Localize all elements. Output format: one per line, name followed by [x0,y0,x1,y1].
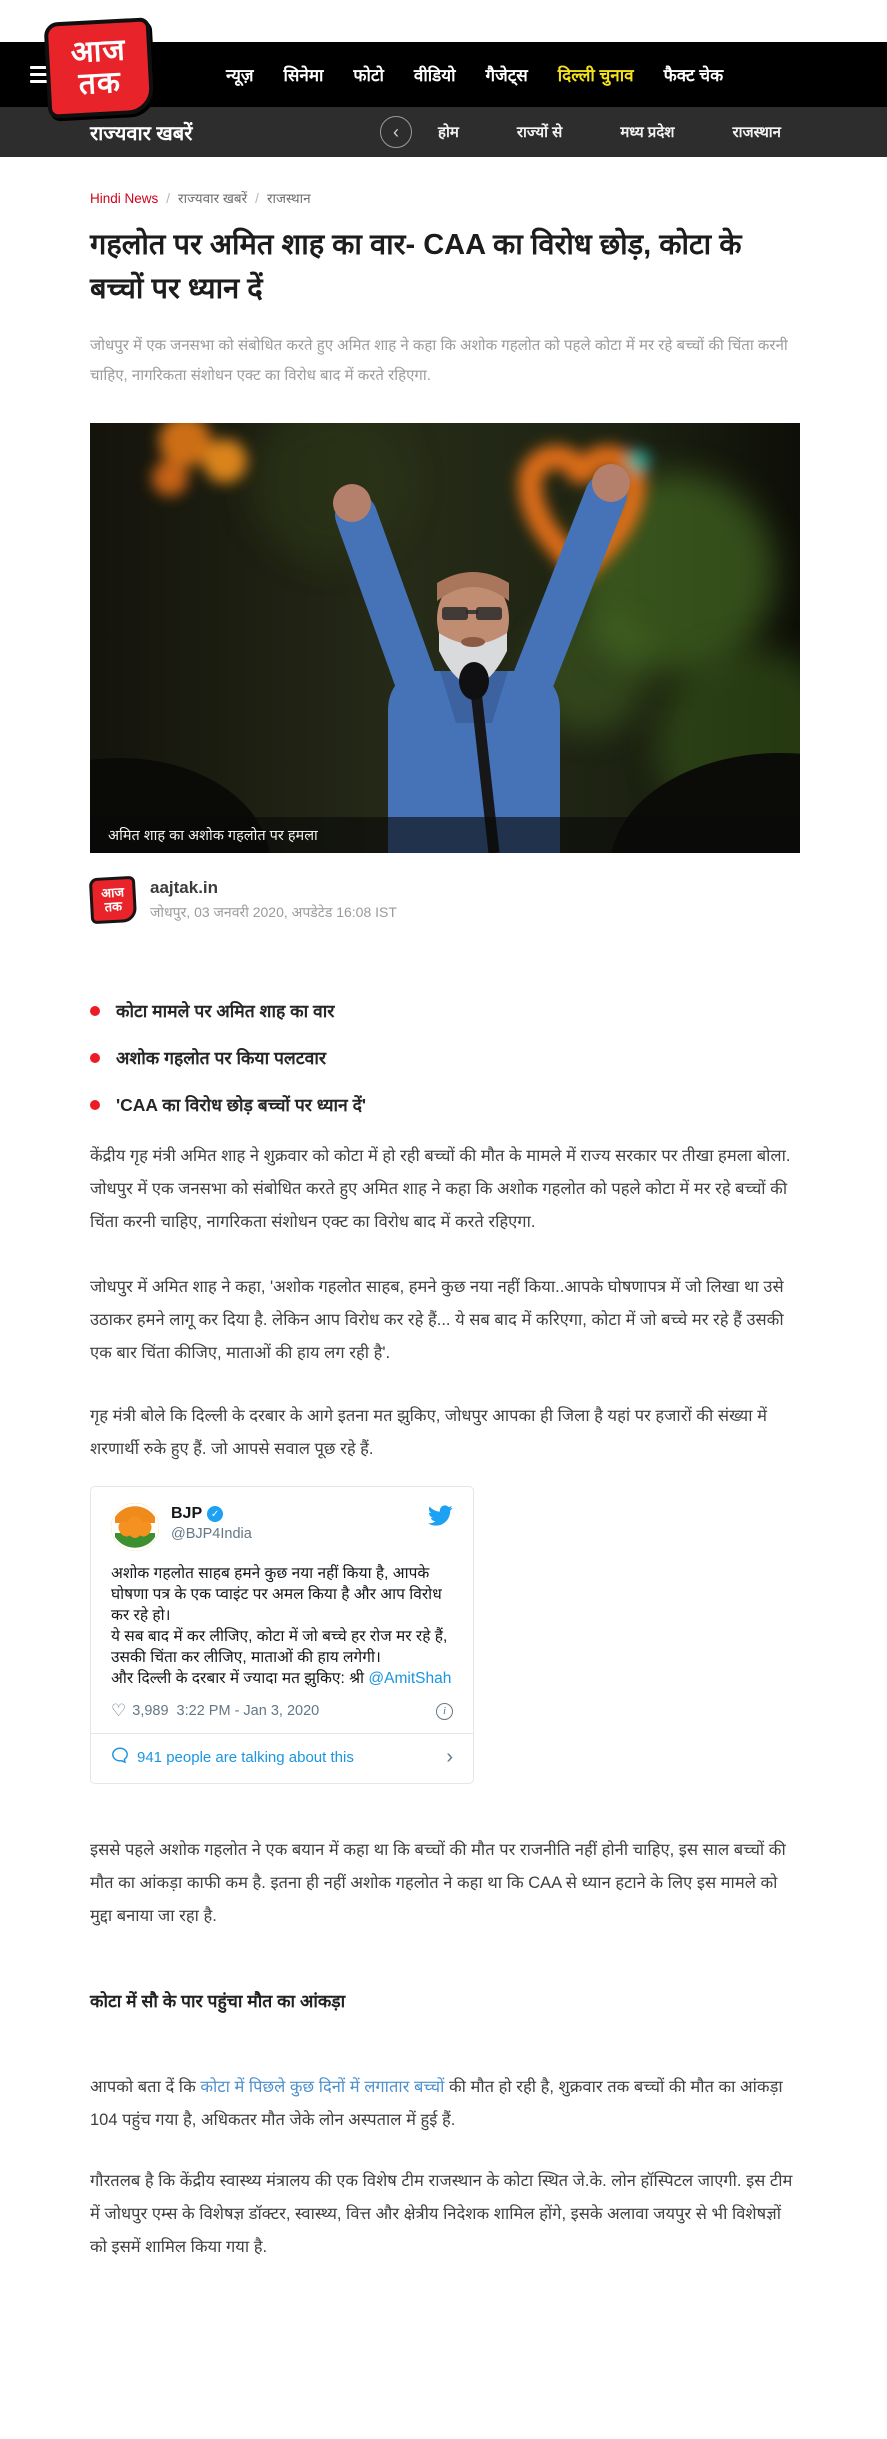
byline-logo-line1: आज [100,884,125,901]
nav-item-gadgets[interactable]: गैजेट्स [485,66,528,85]
byline-logo-line2: तक [104,898,123,915]
subnav-items [438,122,781,142]
byline-dateline: जोधपुर, 03 जनवरी 2020, अपडेटेड 16:08 IST [150,904,397,920]
highlight-item [90,999,800,1023]
tweet-author-name[interactable]: BJP [171,1505,203,1522]
embedded-tweet [90,1486,474,1784]
article-paragraph-6: गौरतलब है कि केंद्रीय स्वास्थ्य मंत्रालय की एक विशेष टीम राजस्थान के कोटा स्थित जे.के. लोन हॉस्पिटल जाएगी. इस टीम में जोधपुर एम्स के विशेषज्ञ डॉक्टर, स्वास्थ्य, वित्त और क्षेत्रीय निदेशक शामिल होंगे, इसके अलावा जयपुर से भी विशेषज्ञों को इसमें शामिल किया गया है. [90,2172,793,2256]
bullet-dot-icon [90,1100,100,1110]
breadcrumb [90,189,800,207]
highlight-text: अशोक गहलोत पर किया पलटवार [116,1048,327,1068]
info-icon[interactable]: i [436,1703,453,1720]
article-summary: जोधपुर में एक जनसभा को संबोधित करते हुए अमित शाह ने कहा कि अशोक गहलोत को पहले कोटा में मर रहे बच्चों की चिंता करनी चाहिए, नागरिकता संशोधन एक्ट का विरोध बाद में करते रहिएगा. [90,337,788,384]
hero-image [90,423,800,853]
verified-badge-icon: ✓ [207,1506,223,1522]
tweet-text-line3-pre: और दिल्ली के दरबार में ज्यादा मत झुकिए: श्री [111,1670,369,1687]
tweet-header [111,1503,453,1551]
tweet-stats-row [111,1701,453,1721]
aajtak-logo-line1: आज [69,33,127,70]
tweet-text-line2: ये सब बाद में कर लीजिए, कोटा में जो बच्चे हर रोज मर रहे हैं, उसकी चिंता कर लीजिए, माताओं की हाय लगेगी। [111,1628,448,1666]
highlight-item [90,1046,800,1070]
twitter-bird-icon[interactable] [427,1505,453,1532]
nav-item-fact-check[interactable]: फैक्ट चेक [663,66,724,85]
article-paragraph-3: गृह मंत्री बोले कि दिल्ली के दरबार के आगे इतना मत झुकिए, जोधपुर आपका ही जिला है यहां पर हजारों की संख्या में शरणार्थी रुके हुए हैं. जो आपसे सवाल पूछ रहे हैं. [90,1407,767,1458]
nav-item-photo[interactable]: फोटो [353,66,384,85]
amit-shah-photo-illustration [90,423,800,853]
breadcrumb-hindi-news[interactable]: Hindi News [90,190,159,206]
subnav-item-states[interactable]: राज्यों से [516,124,563,141]
back-arrow-icon[interactable]: ‹ [380,116,412,148]
tweet-text-line1: अशोक गहलोत साहब हमने कुछ नया नहीं किया है, आपके घोषणा पत्र के एक प्वाइंट पर अमल किया है और आप विरोध कर रहे हो। [111,1565,442,1624]
nav-item-delhi-election[interactable]: दिल्ली चुनाव [557,66,634,85]
primary-nav [226,63,723,86]
nav-item-news[interactable]: न्यूज़ [226,66,254,85]
like-heart-icon[interactable]: ♡ [111,1701,127,1720]
kota-deaths-link[interactable]: कोटा में पिछले कुछ दिनों में लगातार बच्चों [200,2078,445,2096]
subnav-item-rajasthan[interactable]: राजस्थान [732,124,781,141]
subnav-section-title[interactable]: राज्यवार खबरें [90,122,193,145]
article-paragraph-5 [90,2071,796,2137]
highlight-text: कोटा मामले पर अमित शाह का वार [116,1001,335,1021]
paragraph-5-pre: आपको बता दें कि [90,2078,201,2096]
article-paragraph-4: इससे पहले अशोक गहलोत ने एक बयान में कहा था कि बच्चों की मौत पर राजनीति नहीं होनी चाहिए, इस साल बच्चों की मौत का आंकड़ा काफी कम है. इतना ही नहीं अशोक गहलोत ने कहा था कि CAA से ध्यान हटाने के लिए इस मामले को मुद्दा बनाया जा रहा है. [90,1841,786,1925]
highlight-text: 'CAA का विरोध छोड़ बच्चों पर ध्यान दें' [116,1095,367,1115]
reply-bubble-icon [111,1746,129,1769]
bjp-avatar[interactable] [111,1503,159,1551]
aajtak-byline-logo [89,876,137,924]
chevron-right-icon[interactable]: › [446,1746,453,1768]
byline-source[interactable]: aajtak.in [150,878,219,897]
breadcrumb-rajasthan[interactable]: राजस्थान [266,191,311,206]
highlight-item [90,1093,800,1117]
story-highlights [90,999,800,1117]
aajtak-logo[interactable] [44,17,155,118]
amitshah-mention-link[interactable]: @AmitShah [368,1670,452,1687]
tweet-text [111,1563,453,1689]
aajtak-logo-line2: तक [77,65,122,102]
tweet-footer [111,1734,453,1783]
like-count: 3,989 [132,1703,169,1719]
nav-item-video[interactable]: वीडियो [413,66,456,85]
talking-about-link[interactable]: 941 people are talking about this [137,1749,354,1766]
article-main [90,189,800,2439]
breadcrumb-statewise-news[interactable]: राज्यवार खबरें [178,191,248,206]
tweet-timestamp[interactable]: 3:22 PM - Jan 3, 2020 [176,1703,320,1719]
article-subheading: कोटा में सौ के पार पहुंचा मौत का आंकड़ा [90,1991,346,2011]
subnav-item-madhya-pradesh[interactable]: मध्य प्रदेश [620,124,675,141]
bottom-whitespace [90,2264,800,2439]
subnav-item-home[interactable]: होम [438,124,459,141]
tweet-author-handle[interactable]: @BJP4India [171,1526,252,1542]
bjp-lotus-icon [111,1503,159,1551]
article-paragraph-2: जोधपुर में अमित शाह ने कहा, 'अशोक गहलोत साहब, हमने कुछ नया नहीं किया..आपके घोषणापत्र में जो लिखा था उसे उठाकर हमने लागू कर दिया है. लेकिन आप विरोध कर रहे हैं... ये सब बाद में करिएगा, कोटा में जो बच्चे मर रहे हैं उसकी एक बार चिंता कीजिए, माताओं की हाय लग रही है'. [90,1278,784,1362]
byline [90,877,800,923]
paragraph-5-post: की मौत हो रही है, शुक्रवार तक बच्चों की मौत का आंकड़ा 104 पहुंच गया है, अधिकतर मौत जेके लोन अस्पताल में हुई हैं. [90,2078,783,2129]
breadcrumb-separator: / [255,190,259,206]
main-navbar [0,33,887,107]
bullet-dot-icon [90,1053,100,1063]
bullet-dot-icon [90,1006,100,1016]
nav-item-cinema[interactable]: सिनेमा [283,66,324,85]
article-paragraph-1: केंद्रीय गृह मंत्री अमित शाह ने शुक्रवार को कोटा में हो रही बच्चों की मौत के मामले में राज्य सरकार पर तीखा हमला बोला. जोधपुर में एक जनसभा को संबोधित करते हुए अमित शाह ने कहा कि अशोक गहलोत को पहले कोटा में मर रहे बच्चों की चिंता करनी चाहिए, नागरिकता संशोधन एक्ट का विरोध बाद में करते रहिएगा. [90,1147,791,1231]
article-headline: गहलोत पर अमित शाह का वार- CAA का विरोध छोड़, कोटा के बच्चों पर ध्यान दें [90,229,742,305]
breadcrumb-separator: / [166,190,171,206]
image-caption: अमित शाह का अशोक गहलोत पर हमला [90,817,800,853]
tweet-text-line3 [111,1668,453,1689]
section-subnav [0,107,887,157]
